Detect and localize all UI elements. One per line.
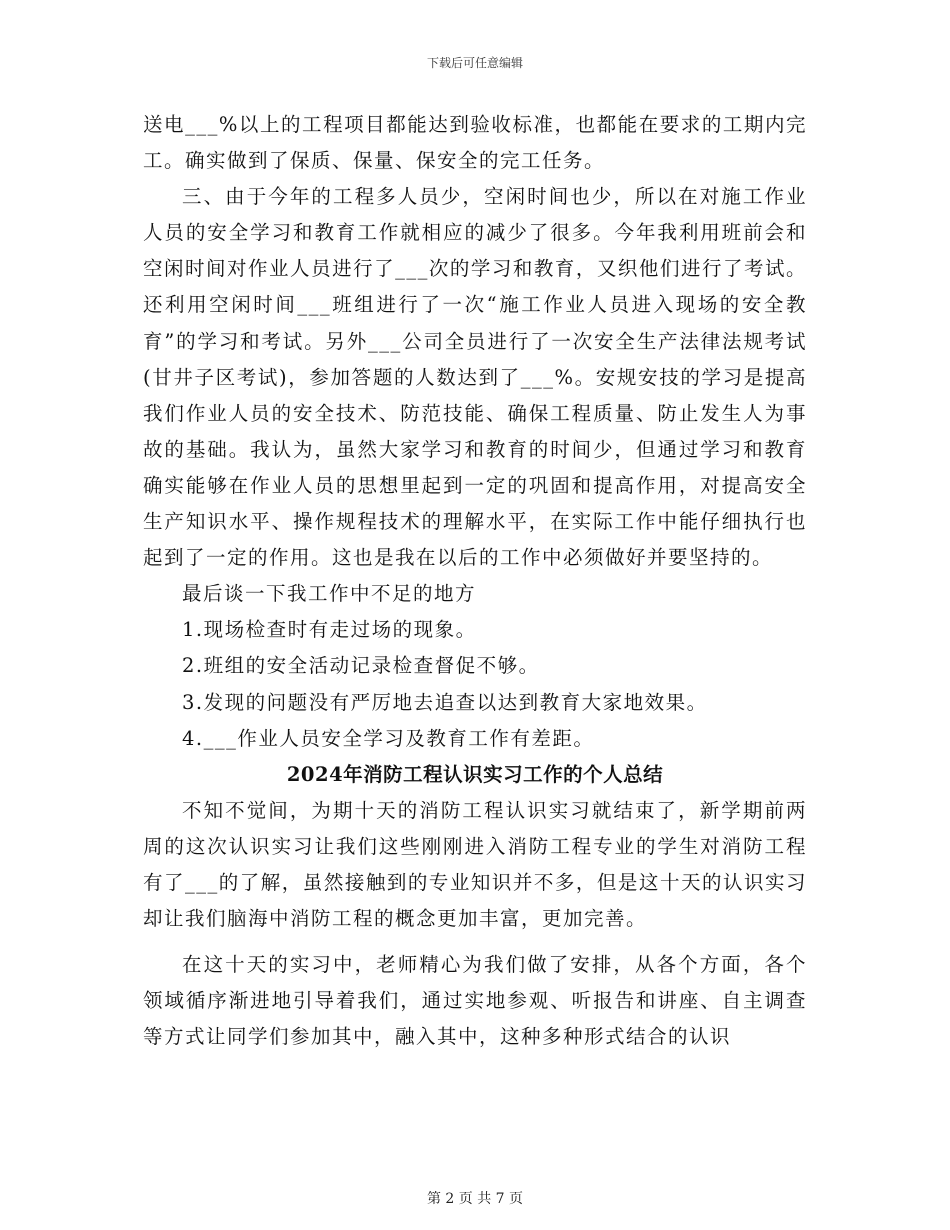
list-item-3: 3.发现的问题没有严厉地去追查以达到教育大家地效果。 <box>182 690 708 714</box>
paragraph-5: 在这十天的实习中，老师精心为我们做了安排，从各个方面，各个领域循序渐进地引导着我们，通过实地参观、听报告和讲座、自主调查等方式让同学们参加其中，融入其中，这种多种形式结合的认识 <box>143 953 807 1049</box>
document-body <box>143 107 807 1055</box>
paragraph-spacer <box>143 937 807 947</box>
page-number: 第 2 页 共 7 页 <box>426 1191 524 1207</box>
list-item-2: 2.班组的安全活动记录检查督促不够。 <box>182 654 540 678</box>
paragraph-3: 最后谈一下我工作中不足的地方 <box>182 582 477 606</box>
page-header-note: 下载后可任意编辑 <box>426 56 523 70</box>
paragraph-1: 送电___%以上的工程项目都能达到验收标准，也都能在要求的工期内完工。确实做到了保质、保量、保安全的完工任务。 <box>143 113 807 173</box>
list-item-1: 1.现场检查时有走过场的现象。 <box>182 618 477 642</box>
paragraph-4: 不知不觉间，为期十天的消防工程认识实习就结束了，新学期前两周的这次认识实习让我们这些刚刚进入消防工程专业的学生对消防工程有了___的了解，虽然接触到的专业知识并不多，但是这十天的认识实习却让我们脑海中消防工程的概念更加丰富，更加完善。 <box>143 798 807 931</box>
paragraph-2: 三、由于今年的工程多人员少，空闲时间也少，所以在对施工作业人员的安全学习和教育工作就相应的减少了很多。今年我利用班前会和空闲时间对作业人员进行了___次的学习和教育，又织他们进行了考试。还利用空闲时间___班组进行了一次“施工作业人员进入现场的安全教育”的学习和考试。另外___公司全员进行了一次安全生产法律法规考试(甘井子区考试)，参加答题的人数达到了___%。安规安技的学习是提高我们作业人员的安全技术、防范技能、确保工程质量、防止发生人为事故的基础。我认为，虽然大家学习和教育的时间少，但通过学习和教育确实能够在作业人员的思想里起到一定的巩固和提高作用，对提高安全生产知识水平、操作规程技术的理解水平，在实际工作中能仔细执行也起到了一定的作用。这也是我在以后的工作中必须做好并要坚持的。 <box>143 185 807 570</box>
list-item-4: 4.___作业人员安全学习及教育工作有差距。 <box>182 726 595 750</box>
section-title: 2024年消防工程认识实习工作的个人总结 <box>286 762 664 786</box>
